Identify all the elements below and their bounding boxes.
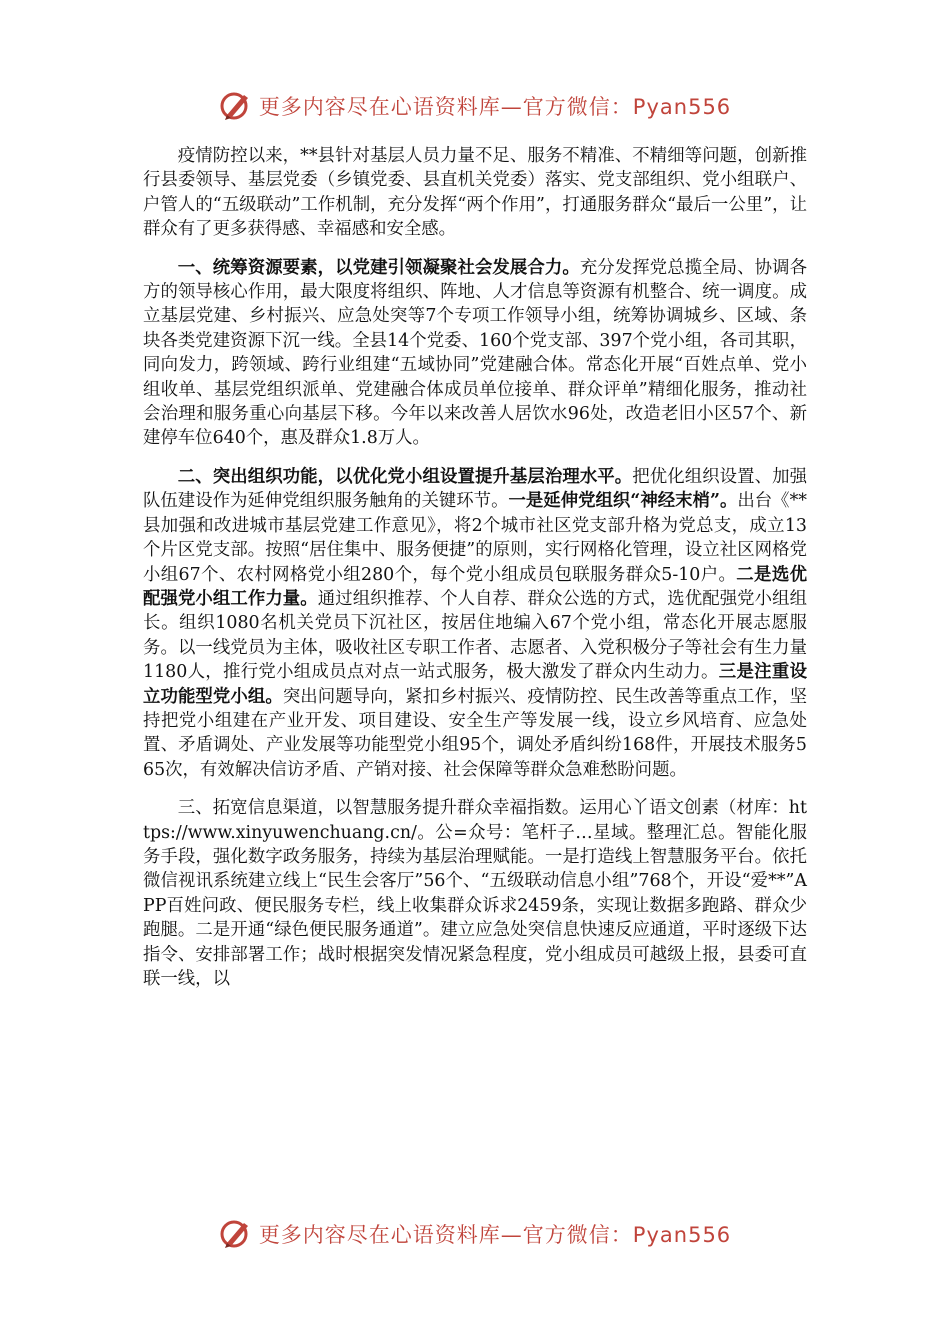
article-body	[143, 144, 807, 1005]
header-watermark	[0, 86, 950, 126]
section-1-text: 充分发挥党总揽全局、协调各方的领导核心作用，最大限度将组织、阵地、人才信息等资源有机整合、统一调度。成立基层党建、乡村振兴、应急处突等7个专项工作领导小组，统筹协调城乡、区域、条块各类党建资源下沉一线。全县14个党委、160个党支部、397个党小组，各司其职，同向发力，跨领域、跨行业组建“五域协同”党建融合体。常态化开展“百姓点单、党小组收单、基层党组织派单、党建融合体成员单位接单、群众评单”精细化服务，推动社会治理和服务重心向基层下移。今年以来改善人居饮水96处，改造老旧小区57个、新建停车位640个，惠及群众1.8万人。	[143, 257, 807, 449]
watermark-text: 更多内容尽在心语资料库—官方微信：Pyan556	[258, 1223, 732, 1247]
section-2-text-d: 突出问题导向，紧扣乡村振兴、疫情防控、民生改善等重点工作，坚持把党小组建在产业开发、项目建设、安全生产等发展一线，设立乡风培育、应急处置、矛盾调处、产业发展等功能型党小组95个，调处矛盾纠纷168件，开展技术服务565次，有效解决信访矛盾、产销对接、社会保障等群众急难愁盼问题。	[143, 686, 807, 780]
section-2-subheading-3: 三是注重设立功能型党小组。	[143, 662, 807, 707]
section-2-text-a: 把优化组织设置、加强队伍建设作为延伸党组织服务触角的关键环节。	[143, 466, 807, 512]
section-1-heading: 一、统筹资源要素，以党建引领凝聚社会发展合力。	[177, 257, 580, 278]
section-3-paragraph: 三、拓宽信息渠道，以智慧服务提升群众幸福指数。运用心丫语文创素（材库：https://www.xinyuwenchuang.cn/。公=众号：笔杆子…星域。整理汇总。智能化服务手段，强化数字政务服务，持续为基层治理赋能。一是打造线上智慧服务平台。依托微信视讯系统建立线上“民生会客厅”56个、“五级联动信息小组”768个，开设“爱**”APP百姓问政、便民服务专栏，线上收集群众诉求2459条，实现让数据多跑路、群众少跑腿。二是开通“绿色便民服务通道”。建立应急处突信息快速反应通道，平时逐级下达指令、安排部署工作；战时根据突发情况紧急程度，党小组成员可越级上报，县委可直联一线，以	[143, 798, 807, 989]
watermark-text: 更多内容尽在心语资料库—官方微信：Pyan556	[258, 95, 732, 119]
section-2-heading: 二、突出组织功能，以优化党小组设置提升基层治理水平。	[177, 466, 633, 487]
pen-logo-icon	[219, 89, 253, 123]
section-2-text-b: 出台《**县加强和改进城市基层党建工作意见》，将2个城市社区党支部升格为党总支，成立13个片区党支部。按照“居住集中、服务便捷”的原则，实行网格化管理，设立社区网格党小组67个、农村网格党小组280个，每个党小组成员包联服务群众5-10户。	[143, 491, 807, 585]
section-1-paragraph	[143, 256, 807, 451]
section-2-subheading-1: 一是延伸党组织“神经末梢”。	[508, 491, 738, 512]
footer-watermark	[0, 1214, 950, 1254]
pen-logo-icon	[219, 1217, 253, 1251]
section-2-text-c: 通过组织推荐、个人自荐、群众公选的方式，选优配强党小组组长。组织1080名机关党员下沉社区，按居住地编入67个党小组，常态化开展志愿服务。以一线党员为主体，吸收社区专职工作者、志愿者、入党积极分子等社会有生力量1180人，推行党小组成员点对点一站式服务，极大激发了群众内生动力。	[143, 588, 807, 683]
section-2-paragraph	[143, 465, 807, 782]
intro-paragraph: 疫情防控以来，**县针对基层人员力量不足、服务不精准、不精细等问题，创新推行县委领导、基层党委（乡镇党委、县直机关党委）落实、党支部组织、党小组联户、户管人的“五级联动”工作机制，充分发挥“两个作用”，打通服务群众“最后一公里”，让群众有了更多获得感、幸福感和安全感。	[143, 146, 807, 240]
section-2-subheading-2: 二是选优配强党小组工作力量。	[143, 564, 807, 609]
